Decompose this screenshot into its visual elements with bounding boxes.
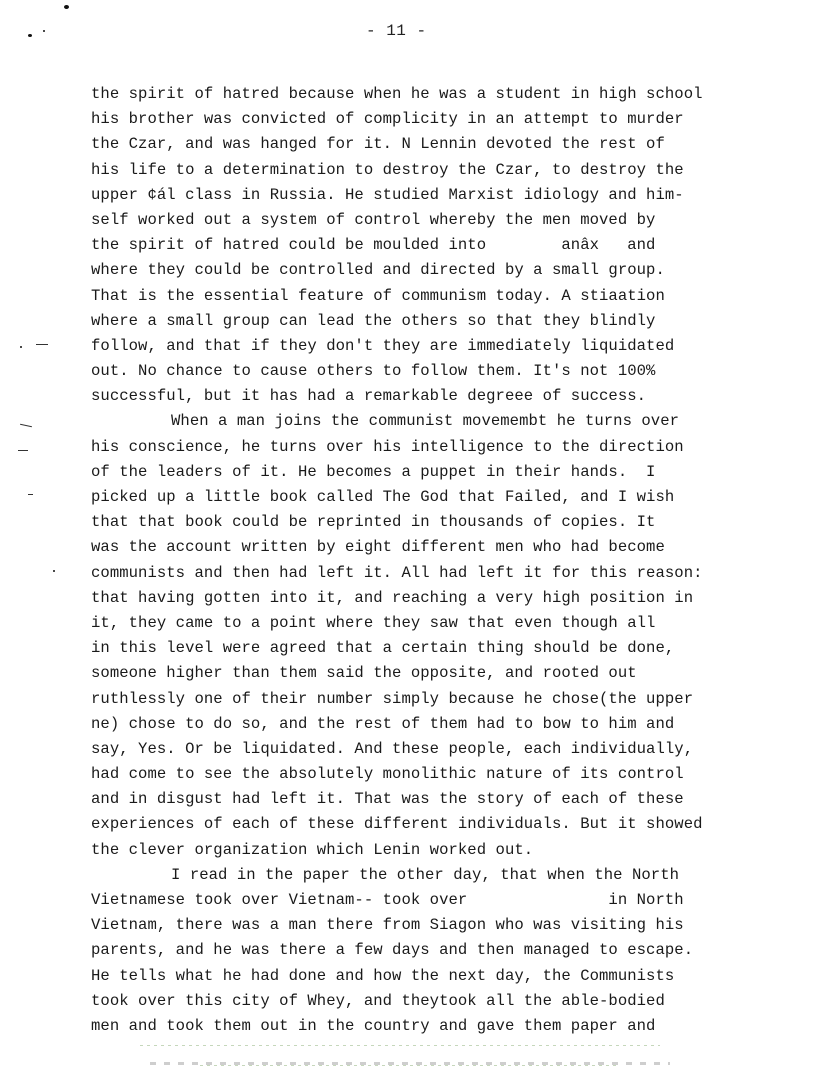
text-line: the Czar, and was hanged for it. N Lennin devoted the rest of (91, 135, 665, 154)
text-line: communists and then had left it. All had left it for this reason: (91, 563, 703, 582)
text-line: his life to a determination to destroy the Czar, to destroy the (91, 160, 684, 179)
text-line: and in disgust had left it. That was the story of each of these (91, 790, 684, 809)
text-line: picked up a little book called The God that Failed, and I wish (91, 488, 675, 506)
text-line: in this level were agreed that a certain thing should be done, (91, 639, 675, 658)
scan-noise (150, 1062, 670, 1065)
text-line: his conscience, he turns over his intelligence to the direction (91, 437, 684, 456)
text-line: had come to see the absolutely monolithic nature of its control (91, 765, 684, 784)
text-line: upper ¢ál class in Russia. He studied Marxist idiology and him- (91, 185, 684, 204)
text-line: I read in the paper the other day, that when the North (171, 865, 680, 884)
text-line: the clever organization which Lenin worked out. (91, 840, 534, 859)
text-line: it, they came to a point where they saw that even though all (91, 613, 656, 632)
scan-noise (200, 1065, 620, 1066)
text-line: his brother was convicted of complicity in an attempt to murder (91, 110, 684, 129)
margin-mark (20, 424, 32, 427)
text-line: He tells what he had done and how the next day, the Communists (91, 966, 675, 985)
text-line: self worked out a system of control whereby the men moved by (91, 210, 656, 229)
scan-speck (28, 34, 32, 37)
margin-mark (18, 450, 28, 451)
text-line: Vietnam, there was a man there from Siagon who was visiting his (91, 916, 684, 935)
text-line: say, Yes. Or be liquidated. And these people, each individually, (91, 739, 694, 758)
text-line: where they could be controlled and directed by a small group. (91, 261, 665, 280)
body-text (91, 82, 791, 1039)
scan-speck (53, 570, 55, 572)
scan-noise (140, 1045, 660, 1046)
page-number: - 11 - (366, 22, 427, 40)
text-line: someone higher than them said the opposite, and rooted out (91, 664, 637, 683)
text-line: took over this city of Whey, and theytook all the able-bodied (91, 991, 665, 1010)
text-line: successful, but it has had a remarkable degreee of success. (91, 387, 647, 406)
text-line: where a small group can lead the others so that they blindly (91, 311, 656, 330)
text-line: When a man joins the communist movemembt he turns over (171, 412, 680, 431)
scan-speck (20, 346, 22, 348)
text-line: follow, and that if they don't they are immediately liquidated (91, 336, 675, 355)
text-line: the spirit of hatred could be moulded into anâx and (91, 236, 656, 255)
text-line: men and took them out in the country and gave them paper and (91, 1016, 656, 1035)
scan-speck (43, 30, 45, 32)
text-line: parents, and he was there a few days and then managed to escape. (91, 941, 694, 960)
scan-speck (64, 5, 69, 9)
text-line: out. No chance to cause others to follow them. It's not 100% (91, 362, 656, 381)
text-line: Vietnamese took over Vietnam-- took over in North (91, 891, 684, 909)
margin-mark (28, 494, 33, 495)
text-line: that having gotten into it, and reaching a very high position in (91, 588, 694, 607)
text-line: That is the essential feature of communism today. A stiaation (91, 286, 665, 305)
text-line: was the account written by eight different men who had become (91, 538, 665, 557)
text-line: of the leaders of it. He becomes a puppet in their hands. I (91, 462, 656, 481)
margin-mark (36, 344, 48, 345)
text-line: ne) chose to do so, and the rest of them had to bow to him and (91, 714, 675, 733)
text-line: experiences of each of these different individuals. But it showed (91, 815, 703, 834)
text-line: that that book could be reprinted in thousands of copies. It (91, 513, 656, 532)
text-line: ruthlessly one of their number simply because he chose(the upper (91, 689, 694, 708)
text-line: the spirit of hatred because when he was a student in high school (91, 85, 703, 103)
